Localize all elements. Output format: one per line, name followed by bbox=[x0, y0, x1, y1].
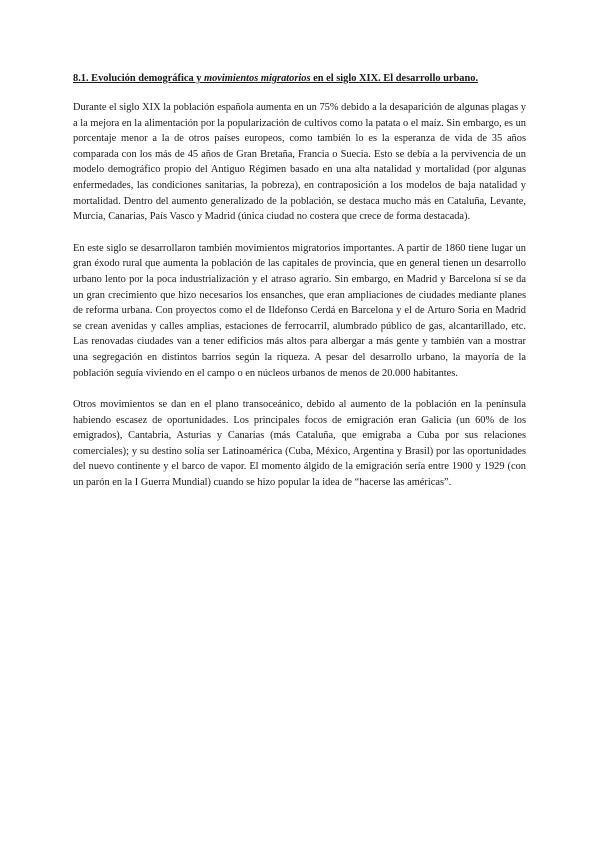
heading-emphasis: movimientos migratorios bbox=[204, 73, 311, 84]
section-heading bbox=[73, 72, 526, 86]
paragraph-demographic-evolution: Durante el siglo XIX la población española aumenta en un 75% debido a la desaparición de algunas plagas y a la mejora en la alimentación por la popularización de cultivos como la patata o el maíz. Sin embargo, es un porcentaje menor a la de otros países europeos, como también lo es la esperanza de vida de 35 años comparada con los más de 45 años de Gran Bretaña, Francia o Suecia. Esto se debía a la pervivencia de un modelo demográfico propio del Antiguo Régimen basado en una alta natalidad y mortalidad (por algunas enfermedades, las condiciones sanitarias, la pobreza), en contraposición a los modelos de baja natalidad y mortalidad. Dentro del aumento generalizado de la población, se destaca mucho más en Cataluña, Levante, Murcia, Canarias, País Vasco y Madrid (única ciudad no costera que crece de forma destacada). bbox=[73, 102, 526, 223]
paragraph-transoceanic-emigration: Otros movimientos se dan en el plano transoceánico, debido al aumento de la población en la península habiendo escasez de oportunidades. Los principales focos de emigración eran Galicia (un 60% de los emigrados), Cantabria, Asturias y Canarias (más Cataluña, que emigraba a Cuba por sus relaciones comerciales); y su destino solía ser Latinoamérica (Cuba, México, Argentina y Brasil) por las oportunidades del nuevo continente y el barco de vapor. El momento álgido de la emigración sería entre 1900 y 1929 (con un parón en la I Guerra Mundial) cuando se hizo popular la idea de “hacerse las américas”. bbox=[73, 399, 526, 489]
paragraph-internal-migration: En este siglo se desarrollaron también movimientos migratorios importantes. A partir de 1860 tiene lugar un gran éxodo rural que aumenta la población de las capitales de provincia, que en general tienen un desarrollo urbano lento por la poca industrialización y el atraso agrario. Sin embargo, en Madrid y Barcelona sí se da un gran crecimiento que hizo necesarios los ensanches, que eran ampliaciones de ciudades mediante planes de reforma urbana. Con proyectos como el de Ildefonso Cerdá en Barcelona y el de Arturo Soria en Madrid se crean avenidas y calles amplias, estaciones de ferrocarril, alumbrado público de gas, alcantarillado, etc. Las renovadas ciudades van a tener edificios más altos para albergar a más gente y también van a mostrar una segregación en distintos barrios según la riqueza. A pesar del desarrollo urbano, la mayoría de la población seguía viviendo en el campo o en núcleos urbanos de menos de 20.000 habitantes. bbox=[73, 242, 526, 379]
heading-part-1: 8.1. Evolución demográfica y bbox=[73, 73, 205, 84]
document-page bbox=[73, 72, 526, 507]
heading-part-3: en el siglo XIX. El desarrollo urbano. bbox=[310, 73, 479, 84]
